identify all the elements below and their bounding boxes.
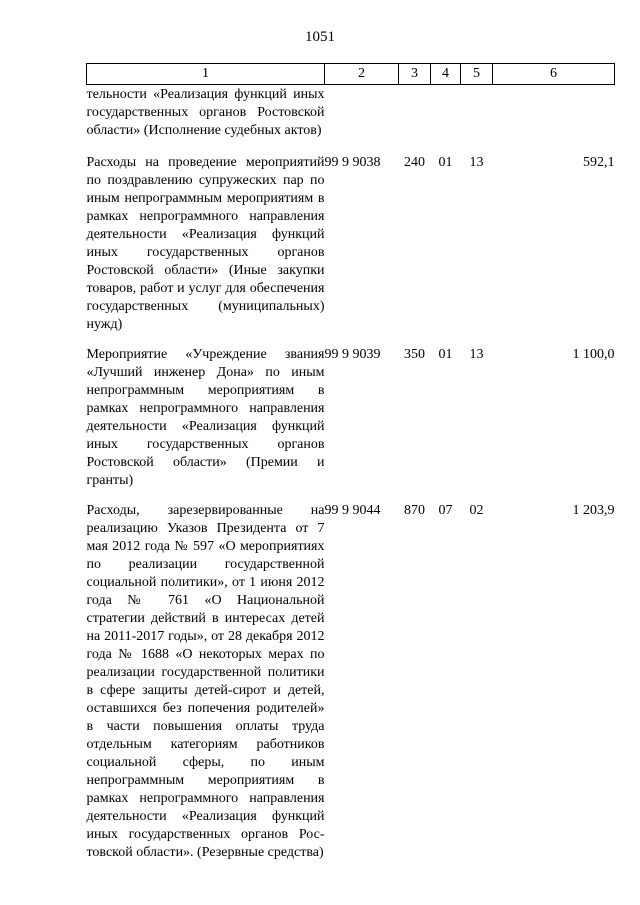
header-col-5: 5 <box>461 64 493 85</box>
row-pr: 13 <box>469 155 484 170</box>
page-number: 1051 <box>305 29 335 45</box>
row-vr: 350 <box>404 347 425 362</box>
row-code: 99 9 9039 <box>324 347 381 362</box>
header-col-6: 6 <box>493 64 615 85</box>
table-row-continuation <box>87 85 615 141</box>
row-vr: 240 <box>404 155 425 170</box>
header-col-4: 4 <box>431 64 461 85</box>
row-pr: 13 <box>469 347 484 362</box>
budget-table <box>86 63 615 862</box>
table-row <box>87 334 615 490</box>
row-rz: 07 <box>438 503 453 518</box>
row-code: 99 9 9038 <box>324 155 381 170</box>
row-sum: 592,1 <box>583 155 615 170</box>
row-vr: 870 <box>404 503 425 518</box>
row-description: тельности «Реализация функций иных государственных органов Ростовской области» (Исполнение судебных актов) <box>86 87 325 138</box>
row-description: Мероприятие «Учреждение звания «Лучший инженер Дона» по иным непрограммным мероприятиям в рамках непрограммного направления деятельности «Реализация функций иных государственных органов Ростовской области» (Премии и гранты) <box>86 347 325 488</box>
row-rz: 01 <box>438 347 453 362</box>
header-col-3: 3 <box>399 64 431 85</box>
row-description: Расходы, зарезервированные на реализацию Указов Президента от 7 мая 2012 года № 597 «О мероприятиях по реализации государственной социальной политики», от 1 июня 2012 года № 761 «О Национальной стратегии действий в интересах детей на 2011-2017 годы», от 28 декабря 2012 года № 1688 «О некоторых мерах по реализации государственной политики в сфере защиты детей-сирот и детей, оставшихся без попечения родителей» в части повышения оплаты труда отдельным категориям работников социальной сферы, по иным непрограммным мероприятиям в рамках непрограммного направления деятельности «Реализация функций иных государственных органов Рос-товской области». (Резервные средства) <box>86 503 325 860</box>
row-code: 99 9 9044 <box>324 503 381 518</box>
row-pr: 02 <box>469 503 484 518</box>
header-col-1: 1 <box>87 64 325 85</box>
row-sum: 1 100,0 <box>572 347 615 362</box>
header-col-2: 2 <box>325 64 399 85</box>
table-row <box>87 490 615 862</box>
row-sum: 1 203,9 <box>572 503 615 518</box>
table-row <box>87 140 615 334</box>
row-rz: 01 <box>438 155 453 170</box>
row-description: Расходы на проведение мероприятий по поздравлению супружеских пар по иным непрограммным мероприятиям в рамках непрограммного направления деятельности «Реализация функций иных государственных органов Ростовской области» (Иные закупки товаров, работ и услуг для обеспечения государственных (муниципальных) нужд) <box>86 155 325 332</box>
table-header-row <box>87 64 615 85</box>
